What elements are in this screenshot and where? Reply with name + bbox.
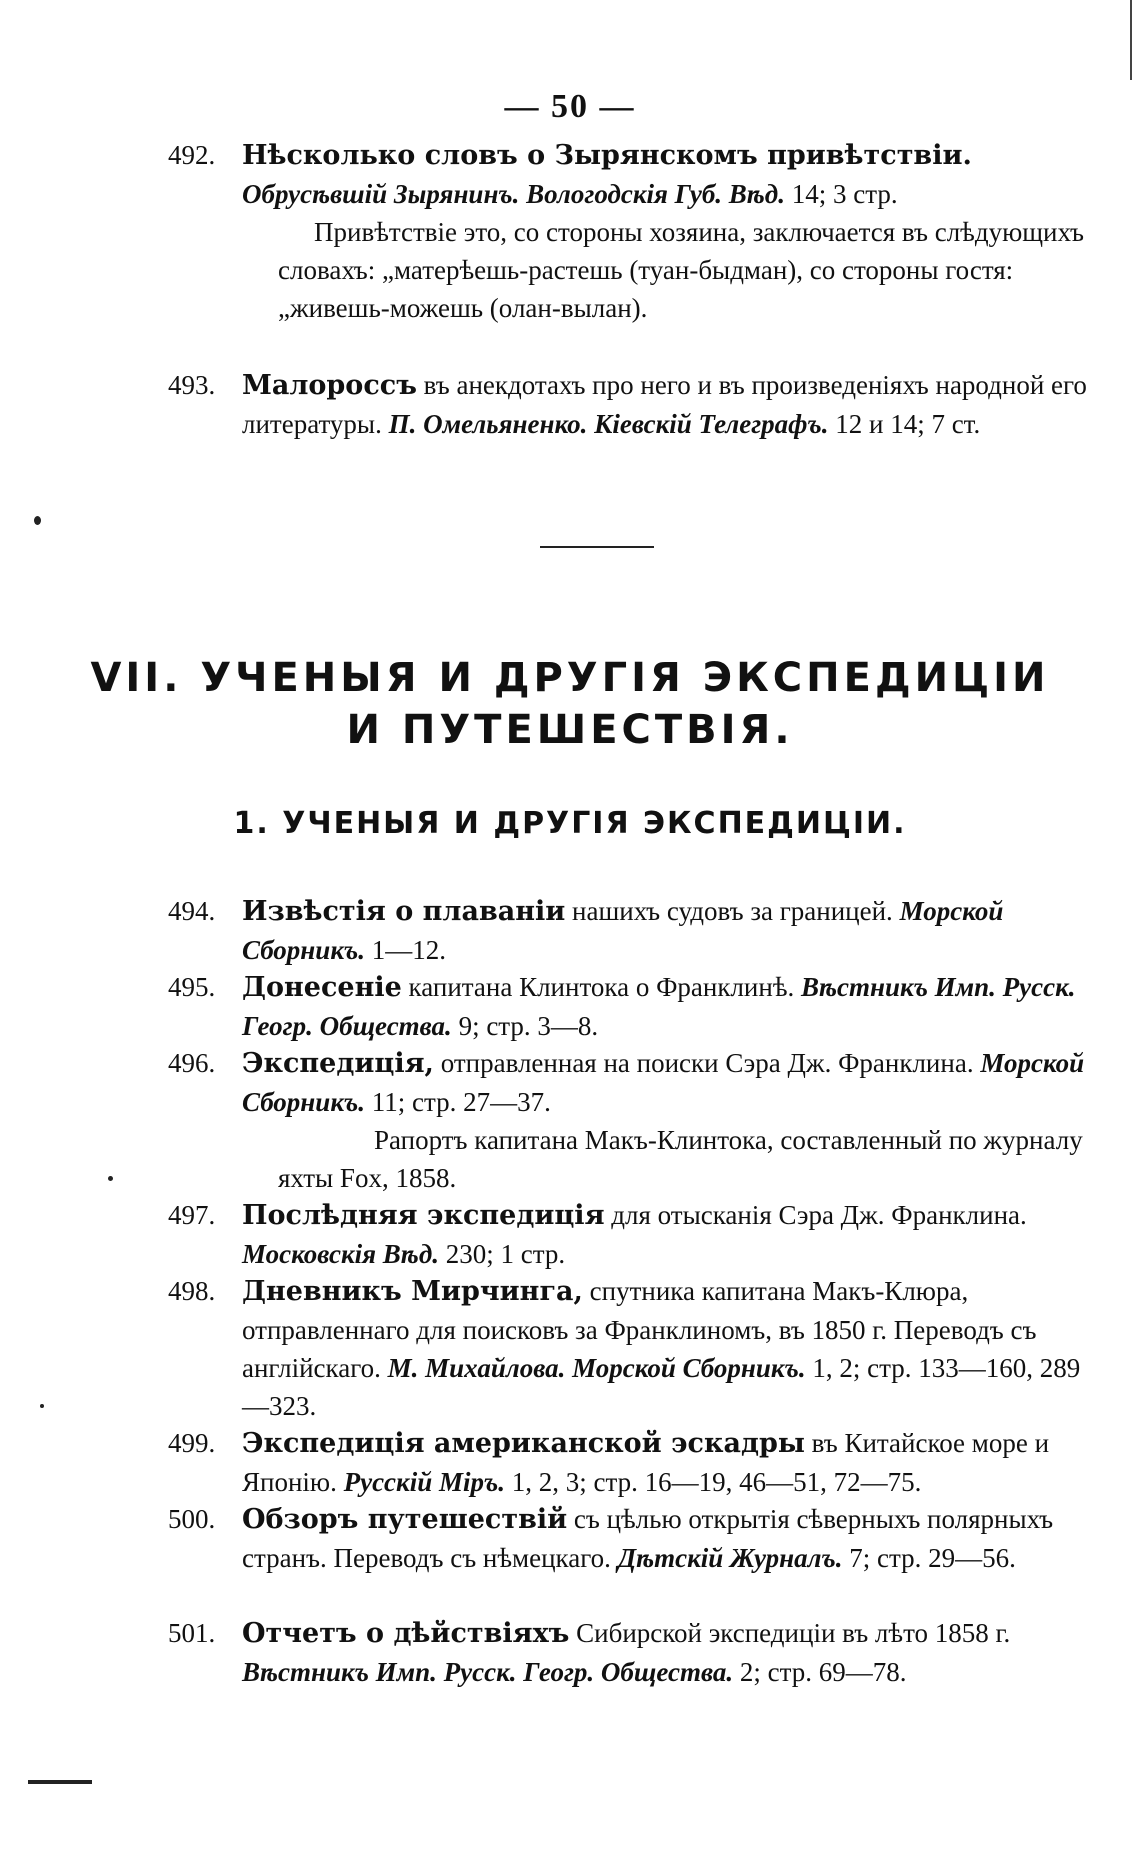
entry-number: 500. [168, 1504, 216, 1534]
entry-source: Русскій Міръ. [343, 1467, 505, 1497]
entry-source: Дѣтскій Журналъ. [617, 1543, 843, 1573]
entry-number: 497. [168, 1200, 216, 1230]
entry-number: 501. [168, 1618, 216, 1648]
bibliography-entry-498 [168, 1272, 1088, 1425]
entry-body [242, 1500, 1088, 1577]
entry-tail: 1, 2; стр. 133—160, 289—323. [242, 1353, 1081, 1421]
chapter-heading-line-1: VII. УЧЕНЫЯ И ДРУГІЯ ЭКСПЕДИЦІИ [90, 655, 1050, 701]
entry-title: Малороссъ [242, 370, 417, 401]
entry-body [242, 968, 1088, 1045]
entry-tail: 1—12. [371, 935, 446, 965]
scan-edge-mark [1130, 0, 1132, 80]
scan-speck [34, 516, 41, 525]
entry-title: Донесеніе [242, 972, 402, 1003]
entry-text: Сибирской экспедиціи въ лѣто 1858 г. [576, 1618, 1011, 1648]
entry-body [242, 1044, 1088, 1121]
entry-tail: 230; 1 стр. [445, 1239, 566, 1269]
entry-text: съ цѣлью открытія сѣверныхъ полярныхъ странъ. Переводъ съ нѣмецкаго. [242, 1504, 1054, 1573]
bibliography-entry-494 [168, 892, 1088, 969]
entry-tail: 1, 2, 3; стр. 16—19, 46—51, 72—75. [511, 1467, 922, 1497]
entry-title: Дневникъ Мирчинга, [242, 1276, 583, 1307]
entry-tail: 14; 3 стр. [791, 179, 898, 209]
entry-tail: 2; стр. 69—78. [739, 1657, 907, 1687]
bibliography-entry-495 [168, 968, 1088, 1045]
entry-source: П. Омельяненко. Кіевскій Телеграфъ. [388, 409, 829, 439]
entry-number: 496. [168, 1048, 216, 1078]
chapter-heading-line-2: И ПУТЕШЕСТВІЯ. [346, 707, 794, 753]
page-number: — 50 — [504, 88, 636, 125]
entry-body [242, 366, 1088, 443]
bibliography-entry-499 [168, 1424, 1088, 1501]
entry-tail: 12 и 14; 7 ст. [835, 409, 981, 439]
entry-note: Рапортъ капитана Макъ-Клинтока, составленный по журналу яхты Fox, 1858. [278, 1125, 1083, 1193]
entry-text: нашихъ судовъ за границей. [572, 896, 893, 926]
chapter-heading [0, 652, 1140, 756]
entry-title: Экспедиція, [242, 1048, 434, 1079]
entry-text: для отысканія Сэра Дж. Франклина. [611, 1200, 1027, 1230]
entry-source: Вѣстникъ Имп. Русск. Геогр. Общества. [242, 1657, 734, 1687]
bibliography-entry-493 [168, 366, 1088, 443]
entry-body [242, 1614, 1088, 1691]
entry-number: 493. [168, 370, 216, 400]
scan-edge-mark [28, 1780, 92, 1784]
bibliography-entry-492 [168, 136, 1088, 327]
entry-text: капитана Клинтока о Франклинѣ. [408, 972, 795, 1002]
entry-source: Обрусѣвшій Зырянинъ. Вологодскія Губ. Вѣд. [242, 179, 785, 209]
entry-title: Экспедиція американской эскадры [242, 1428, 805, 1459]
entry-source: М. Михайлова. Морской Сборникъ. [387, 1353, 806, 1383]
section-heading: 1. УЧЕНЫЯ И ДРУГІЯ ЭКСПЕДИЦІИ. [233, 806, 907, 841]
entry-text: спутника капитана Макъ-Клюра, отправленнаго для поисковъ за Франклиномъ, въ 1850 г. Переводъ съ англійскаго. [242, 1276, 1037, 1383]
bibliography-entry-500 [168, 1500, 1088, 1577]
entry-source: Морской Сборникъ. [242, 1048, 1085, 1117]
entry-body [242, 1424, 1088, 1501]
entry-number: 494. [168, 896, 216, 926]
entry-body [242, 892, 1088, 969]
entry-source: Морской Сборникъ. [242, 896, 1004, 965]
entry-number: 492. [168, 140, 216, 170]
scan-speck [40, 1404, 44, 1408]
entry-body [242, 136, 1088, 213]
section-divider [540, 546, 654, 548]
entry-tail: 11; стр. 27—37. [371, 1087, 551, 1117]
entry-title: Послѣдняя экспедиція [242, 1200, 605, 1231]
scan-speck [108, 1176, 113, 1181]
entry-title: Извѣстія о плаваніи [242, 896, 566, 927]
entry-title: Отчетъ о дѣйствіяхъ [242, 1618, 570, 1649]
entry-text: отправленная на поиски Сэра Дж. Франклина. [440, 1048, 974, 1078]
entry-title: Обзоръ путешествій [242, 1504, 568, 1535]
bibliography-entry-496 [168, 1044, 1088, 1197]
entry-body [242, 1196, 1088, 1273]
bibliography-entry-501 [168, 1614, 1088, 1691]
entry-source: Московскія Вѣд. [242, 1239, 439, 1269]
entry-note: Привѣтствіе это, со стороны хозяина, заключается въ слѣдующихъ словахъ: „матерѣешь-растешь (туан-быдман), со стороны гостя: „живешь-можешь (олан-вылан). [278, 217, 1084, 323]
bibliography-entry-497 [168, 1196, 1088, 1273]
entry-source: Вѣстникъ Имп. Русск. Геогр. Общества. [242, 972, 1076, 1041]
entry-body [242, 1272, 1088, 1425]
entry-text: въ анекдотахъ про него и въ произведеніяхъ народной его литературы. [242, 370, 1087, 439]
entry-number: 498. [168, 1276, 216, 1306]
entry-title: Нѣсколько словъ о Зырянскомъ привѣтствіи. [242, 140, 972, 171]
entry-tail: 9; стр. 3—8. [458, 1011, 599, 1041]
entry-number: 499. [168, 1428, 216, 1458]
entry-text: въ Китайское море и Японію. [242, 1428, 1050, 1497]
entry-tail: 7; стр. 29—56. [849, 1543, 1016, 1573]
entry-number: 495. [168, 972, 216, 1002]
